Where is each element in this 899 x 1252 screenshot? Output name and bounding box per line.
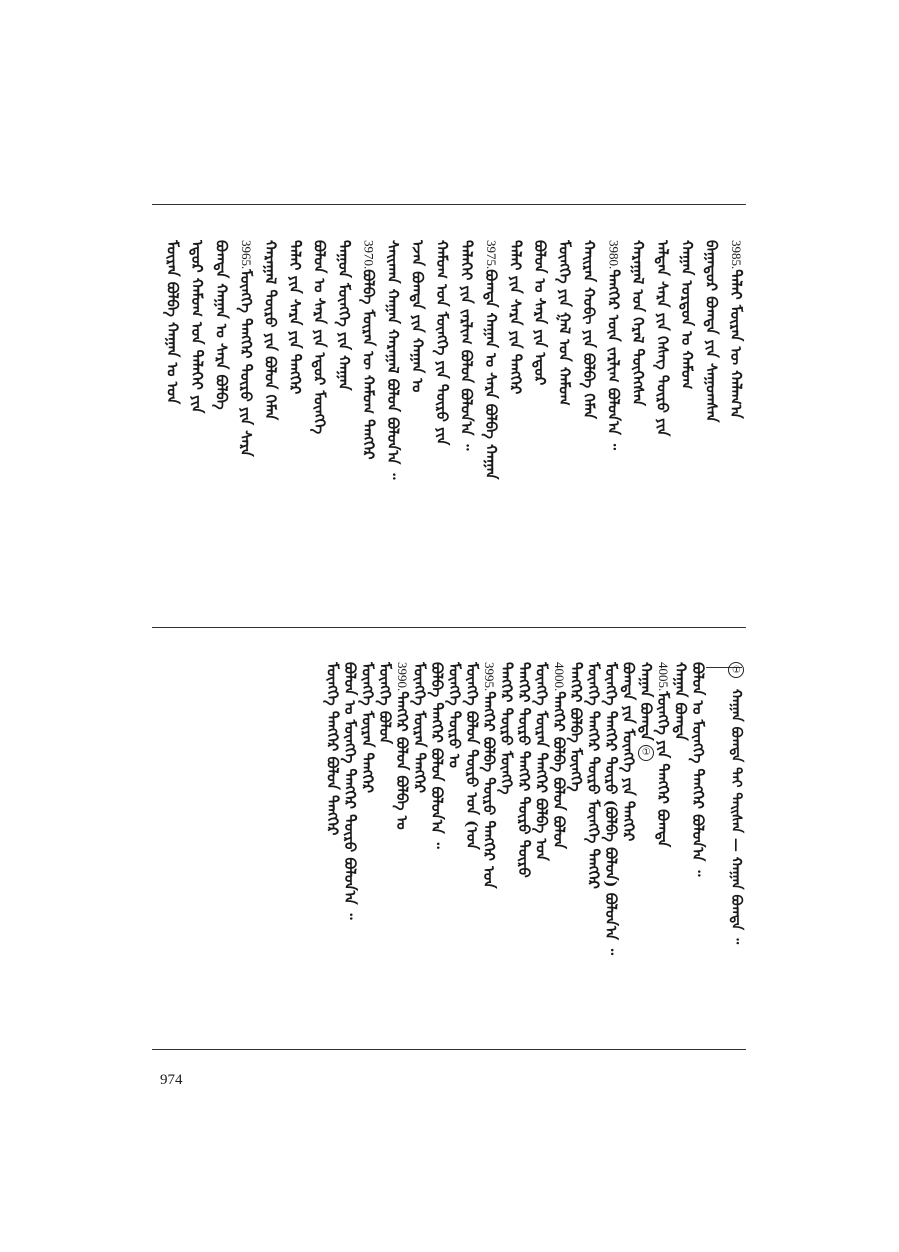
verse-line <box>359 240 379 610</box>
verse-text: ᠠᠯᠲᠠᠨ ᠰᠠᠷᠠ ᠶᠢᠨ ᠬᠡᠰᠡᠭ ᠲᠦᠷᠦ ᠶᠢᠨ <box>653 240 672 437</box>
verse-line <box>688 662 708 1032</box>
verse-line <box>584 662 604 1032</box>
verse-line <box>457 240 477 610</box>
lower-verse-block <box>152 662 746 1042</box>
verse-line <box>357 662 377 1032</box>
verse-line <box>702 240 722 610</box>
verse-line <box>187 240 207 610</box>
verse-line <box>579 240 599 610</box>
verse-line <box>653 240 673 610</box>
verse-line <box>677 240 697 610</box>
footnote <box>726 662 746 1032</box>
verse-line <box>340 662 360 1032</box>
verse-line <box>432 240 452 610</box>
verse-line <box>212 240 232 610</box>
verse-text: ᠲᠡᠩᠭᠡᠷ ᠲᠦᠷᠦ ᠮᠥᠩᠬᠡ <box>497 662 516 795</box>
footnote-reference: ① <box>638 745 654 761</box>
footnote-text: ᠬᠠᠭᠠᠨ ᠪᠣᠭᠳᠠ ᠳᠠᠢ ᠳᠠᠢᠰᠠᠨ — ᠬᠠᠭᠠᠨ ᠪᠣᠭᠳᠠ ᠃ <box>728 684 744 945</box>
verse-text: ᠳᠠᠭᠤᠨ ᠮᠥᠩᠬᠡ ᠶᠢᠨ ᠬᠠᠭᠠᠨ <box>335 240 353 391</box>
verse-text: ᠮᠥᠩᠬᠡ ᠲᠡᠩᠭᠡᠷ ᠪᠣᠯᠤᠨ ᠲᠡᠩᠭᠡᠷ <box>323 662 342 836</box>
verse-text: ᠲᠡᠩᠭᠡᠷ ᠪᠣᠯᠪᠠ ᠲᠦᠷᠦ ᠲᠡᠩᠭᠡᠷ ᠤᠨ <box>480 691 499 889</box>
verse-line <box>383 240 403 610</box>
verse-text: ᠮᠥᠩᠬᠡ ᠪᠣᠯᠤᠨ ᠲᠦᠷᠦ ᠤᠨ (ᠤᠨ <box>462 662 481 850</box>
verse-text: ᠮᠥᠩᠬᠡ ᠲᠡᠩᠭᠡᠷ ᠲᠦᠷᠦ ᠮᠥᠩᠬᠡ ᠲᠡᠩᠭᠡᠷ <box>584 662 603 889</box>
line-number: 3985. <box>729 240 744 270</box>
verse-text: ᠮᠥᠩᠬᠡ ᠪᠣᠯᠤᠨ <box>375 662 394 745</box>
line-number: 3965. <box>239 240 254 270</box>
verse-text: ᠪᠣᠯᠤᠨ ᠤ ᠮᠥᠩᠬᠡ ᠲᠡᠩᠭᠡᠷ ᠲᠦᠷᠦ ᠪᠣᠯᠤᠨ᠎ᠠ ᠃ <box>341 662 359 920</box>
verse-text: ᠬᠠᠢᠷᠠᠨ ᠬᠤᠪᠢ ᠶᠢᠨ ᠪᠣᠯᠪᠠ ᠬᠡᠮᠡᠨ <box>580 240 598 419</box>
verse-text: ᠪᠣᠭᠳᠠ ᠶᠢᠨ ᠮᠥᠩᠬᠡ ᠶᠢᠨ ᠲᠡᠩᠭᠡᠷ <box>619 662 638 842</box>
verse-line <box>531 662 551 1032</box>
verse-line <box>285 240 305 610</box>
verse-text: ᠮᠥᠩᠬᠡ ᠮᠥᠷᠡᠨ ᠲᠡᠩᠭᠡᠷ <box>358 662 377 793</box>
verse-line <box>601 662 621 1032</box>
line-number: 4000. <box>551 662 567 692</box>
verse-text: ᠮᠥᠩᠬᠡ ᠮᠥᠷᠡᠨ ᠲᠡᠩᠭᠡᠷ ᠪᠣᠯᠪᠠ ᠤᠨ <box>532 662 551 861</box>
verse-text: ᠬᠠᠭᠠᠨ ᠪᠣᠭᠳᠠ <box>636 662 655 741</box>
verse-text: ᠲᠡᠯᠡᠭᠡᠢ ᠶᠢᠨ ᠵᠠᠷᠯᠢᠭ ᠪᠣᠯᠤᠨ ᠪᠣᠯᠤᠨ᠎ᠠ ᠃ <box>457 240 476 451</box>
verse-line <box>462 662 482 1032</box>
verse-text: ᠪᠣᠯᠤᠨ ᠤ ᠰᠠᠷᠠ ᠶᠢᠨ ᠡᠳᠦᠷ ᠮᠥᠩᠬᠡ <box>310 240 329 435</box>
verse-text: ᠡᠵᠡᠨ ᠪᠣᠭᠳᠠ ᠶᠢᠨ ᠬᠠᠭᠠᠨ ᠤ <box>408 240 427 393</box>
verse-text: ᠪᠣᠯᠤᠨ ᠤ ᠮᠥᠩᠬᠡ ᠲᠡᠩᠭᠡᠷ ᠪᠣᠯᠤᠨ᠎ᠠ ᠃ <box>689 662 707 877</box>
verse-text: ᠮᠥᠩᠬᠡ ᠲᠡᠩᠭᠡᠷ ᠲᠦᠷᠦ (ᠪᠣᠯᠪᠠ ᠪᠣᠯᠤᠨ) ᠪᠣᠯᠤᠨ᠎ᠠ ᠃ <box>602 662 620 955</box>
verse-line <box>375 662 395 1032</box>
line-number: 4005. <box>656 662 672 692</box>
verse-line <box>671 662 691 1032</box>
verse-text: ᠮᠥᠩᠬᠡ ᠶᠢᠨ ᠲᠡᠩᠭᠡᠷ ᠪᠣᠭᠳᠠ <box>654 691 673 848</box>
verse-line <box>392 662 412 1032</box>
verse-text: ᠲᠡᠩᠭᠡᠷ ᠪᠣᠯᠪᠠ ᠪᠣᠯᠤᠨ ᠪᠣᠯᠤᠨ <box>549 691 568 849</box>
verse-line <box>604 240 624 610</box>
top-rule <box>152 204 746 205</box>
verse-text: ᠲᠡᠩᠭᠡᠷ ᠦᠨ ᠵᠠᠷᠯᠢᠭ ᠪᠣᠯᠤᠨ᠎ᠠ ᠃ <box>604 269 623 451</box>
line-number: 3995. <box>482 662 498 692</box>
verse-line <box>479 662 499 1032</box>
verse-text: ᠮᠥᠷᠡᠨ ᠪᠣᠯᠪᠠ ᠬᠠᠭᠠᠨ ᠤ ᠤᠨ <box>163 240 182 405</box>
verse-line <box>506 240 526 610</box>
verse-line <box>566 662 586 1032</box>
verse-text: ᠳᠠᠯᠠᠢ ᠶᠢᠨ ᠰᠠᠷᠠ ᠶᠢᠨ ᠲᠡᠩᠭᠡᠷ <box>506 240 525 395</box>
upper-verse-block <box>152 240 746 620</box>
verse-line <box>726 240 746 610</box>
middle-rule <box>152 627 746 628</box>
verse-line <box>653 662 673 1032</box>
verse-line <box>427 662 447 1032</box>
verse-line <box>481 240 501 610</box>
verse-text: ᠪᠣᠯᠪᠠ ᠲᠡᠩᠭᠡᠷ ᠪᠣᠯᠤᠨ ᠪᠣᠯᠤᠨ᠎ᠠ ᠃ <box>428 662 446 849</box>
verse-line <box>334 240 354 610</box>
line-number: 3990. <box>395 662 411 692</box>
verse-text: ᠮᠥᠩᠬᠡ ᠶᠢᠨ ᠭᠠᠯ ᠤᠨ ᠬᠠᠮᠤᠭ <box>555 240 574 406</box>
verse-text: ᠬᠠᠷᠠᠭᠠᠯ ᠤᠨ ᠭᠡᠷᠡᠯ ᠲᠦᠭᠡᠭᠰᠡᠨ <box>629 240 647 406</box>
verse-line <box>444 662 464 1032</box>
verse-text: ᠬᠠᠭᠠᠨ ᠪᠣᠭᠳᠠ <box>671 662 690 741</box>
verse-text: ᠳᠠᠯᠠᠢ ᠮᠥᠷᠡᠨ ᠦ ᠬᠠᠯᠠᠭ᠎ᠠ <box>727 269 745 419</box>
verse-line <box>549 662 569 1032</box>
verse-text: ᠮᠥᠩᠬᠡ ᠲᠦᠷᠦ ᠤ <box>445 662 464 769</box>
verse-text: ᠪᠣᠭᠳᠠ ᠬᠠᠭᠠᠨ ᠤ ᠰᠠᠷᠠ ᠪᠣᠯᠪᠠ <box>212 240 231 410</box>
verse-text: ᠮᠥᠩᠬᠡ ᠲᠡᠩᠭᠡᠷ ᠲᠦᠷᠦ ᠶᠢᠨ ᠰᠠᠷᠠ <box>237 269 255 457</box>
verse-line <box>497 662 517 1032</box>
verse-text: ᠡᠳᠦᠷ ᠬᠠᠮᠤᠭ ᠤᠨ ᠲᠡᠯᠡᠭᠡᠢ ᠶᠢᠨ <box>188 240 206 414</box>
verse-text: ᠪᠣᠭᠳᠠ ᠬᠠᠭᠠᠨ ᠤ ᠰᠠᠷᠠ ᠪᠣᠯᠪᠠ ᠬᠠᠭᠠᠨ <box>482 269 500 480</box>
verse-line <box>261 240 281 610</box>
bottom-rule <box>152 1049 746 1050</box>
verse-text: ᠬᠠᠷᠠᠭᠠᠯ ᠲᠦᠷᠦ ᠶᠢᠨ ᠪᠣᠯᠤᠨ ᠬᠡᠮᠡᠨ <box>261 240 280 421</box>
page-number: 974 <box>160 1072 183 1088</box>
verse-text: ᠬᠠᠮᠤᠭ ᠤᠨ ᠮᠥᠩᠬᠡ ᠶᠢᠨ ᠲᠥᠷᠥ ᠶᠢᠨ <box>433 240 451 446</box>
verse-text: ᠲᠡᠩᠭᠡᠷ ᠪᠣᠯᠪᠠ ᠮᠥᠩᠬᠡ <box>567 662 586 792</box>
verse-text: ᠮᠥᠩᠬᠡ ᠮᠥᠷᠡᠨ ᠲᠡᠩᠭᠡᠷ <box>410 662 429 793</box>
verse-line <box>163 240 183 610</box>
verse-text: ᠪᠠᠭᠠᠲᠤᠷ ᠪᠣᠭᠳᠠ ᠶᠢᠨ ᠰᠠᠭᠤᠭᠰᠠᠨ <box>702 240 721 423</box>
verse-line <box>514 662 534 1032</box>
verse-line <box>555 240 575 610</box>
verse-line <box>408 240 428 610</box>
verse-line <box>628 240 648 610</box>
verse-line <box>323 662 343 1032</box>
verse-line <box>618 662 638 1032</box>
verse-text: ᠬᠠᠭᠠᠨ ᠣᠷᠳᠤᠨ ᠤ ᠬᠠᠮᠤᠭ <box>678 240 696 390</box>
verse-text: ᠲᠡᠩᠭᠡᠷ ᠪᠣᠯᠤᠨ ᠪᠣᠯᠪᠠ ᠤ <box>393 691 412 830</box>
footnote-mark: ① <box>728 662 744 678</box>
verse-text: ᠪᠣᠯᠪᠠ ᠮᠥᠷᠡᠨ ᠦ ᠬᠠᠮᠤᠭ ᠲᠡᠩᠭᠡᠷ <box>359 269 378 460</box>
verse-text: ᠳᠠᠯᠠᠢ ᠶᠢᠨ ᠰᠠᠷᠠ ᠶᠢᠨ ᠲᠡᠩᠭᠡᠷ <box>286 240 304 395</box>
verse-line <box>410 662 430 1032</box>
verse-text: ᠪᠣᠯᠤᠨ ᠤ ᠰᠠᠷᠠ ᠶᠢᠨ ᠡᠳᠦᠷ <box>531 240 549 386</box>
verse-line <box>310 240 330 610</box>
verse-text: ᠰᠠᠢᠬᠠᠨ ᠬᠠᠭᠠᠨ ᠬᠠᠷᠠᠭᠠᠯ ᠪᠣᠯᠤᠨ ᠪᠣᠯᠤᠨ᠎ᠠ ᠃ <box>384 240 402 480</box>
verse-line <box>236 240 256 610</box>
verse-text: ᠲᠡᠩᠭᠡᠷ ᠲᠦᠷᠦ ᠲᠡᠩᠭᠡᠷ ᠲᠦᠷᠦ ᠲᠦᠷᠦ <box>515 662 533 878</box>
verse-line <box>636 662 656 1032</box>
line-number: 3975. <box>484 240 499 270</box>
verse-line <box>530 240 550 610</box>
line-number: 3970. <box>361 240 377 270</box>
line-number: 3980. <box>606 240 622 270</box>
